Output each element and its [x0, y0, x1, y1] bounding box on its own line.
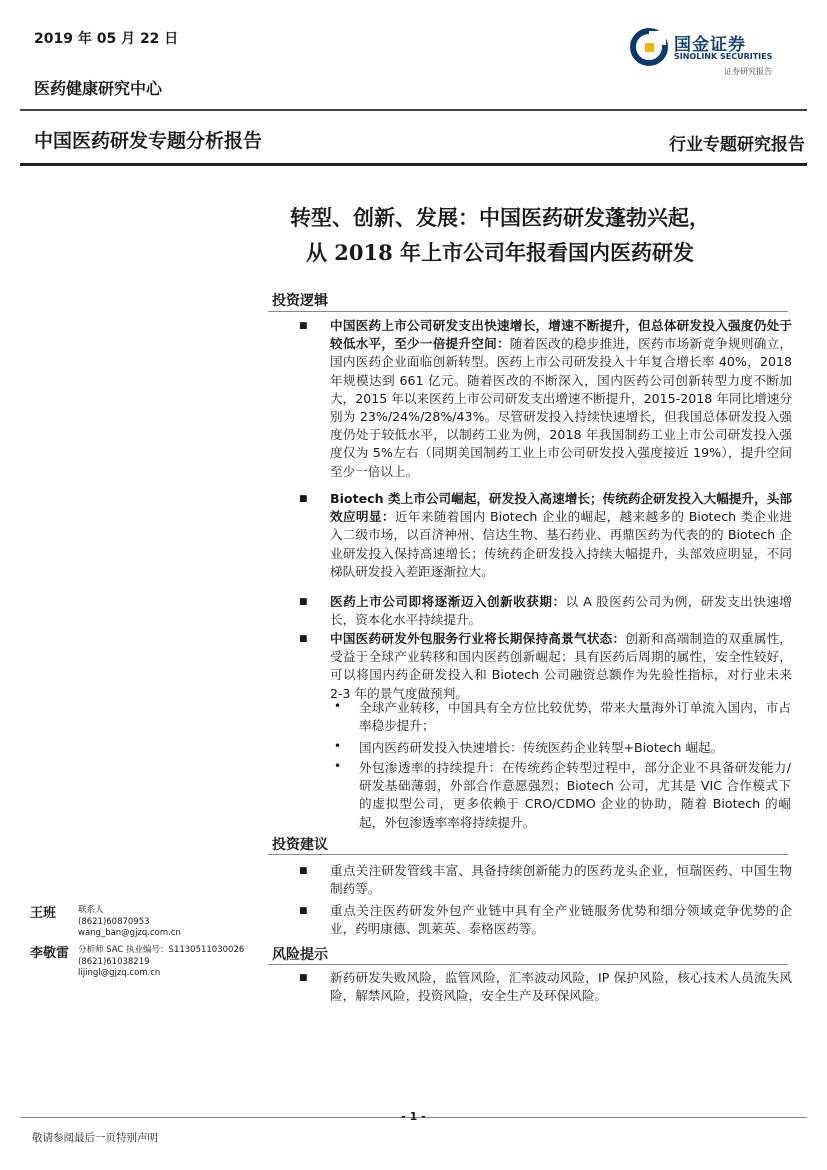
bullet-icon: ■ [299, 866, 308, 876]
advice-item-2: 重点关注医药研发外包产业链中具有全产业链服务优势和细分领域竞争优势的企业，药明康德、凯莱英、泰格医药等。 [330, 903, 792, 937]
logic-item-3: 医药上市公司即将逐渐迈入创新收获期：以 A 股医药公司为例，研发支出快速增长，资本化水平持续提升。 [330, 594, 793, 628]
header-divider [20, 109, 807, 111]
logic-item-4: 中国医药研发外包服务行业将长期保持高景气状态：创新和高端制造的双重属性，受益于全球产业转移和国内医药创新崛起；具有医药后周期的属性，安全性较好，可以将国内药企研发投入和 Biotech 公司融资总额作为先验性指标，对行业未来 2-3 年的景气度做预判。 [330, 631, 793, 701]
section-divider [268, 311, 788, 312]
logic-item-1: 中国医药上市公司研发支出快速增长，增速不断提升，但总体研发投入强度仍处于较低水平，至少一倍提升空间：随着医改的稳步推进，医药市场新竞争规则确立，国内医药企业面临创新转型。医药上市公司研发投入十年复合增长率 40%，2018 年规模达到 661 亿元。随着医改的不断深入，国内医药公司创新转型力度不断加大，2015 年以来医药上市公司研发支出增速不断提升，2015-2018 年同比增速分别为 23%/24%/28%/43%。尽管研发投入持续快速增长，但我国总体研发投入强度仍处于较低水平，以制药工业为例，2018 年我国制药工业上市公司研发投入强度仅为 5%左右（同期美国制药工业上市公司研发投入强度接近 19%），提升空间至少一倍以上。 [330, 318, 793, 479]
author-email[interactable]: lijingl@gjzq.com.cn [78, 968, 161, 978]
section-heading-logic: 投资逻辑 [272, 293, 328, 309]
logic-subitem-3: 外包渗透率的持续提升：在传统药企转型过程中，部分企业不具备研发能力/研发基础薄弱，外部合作意愿强烈；Biotech 公司，尤其是 VIC 合作模式下的虚拟型公司，更多依赖于 CRO/CDMO 企业的协助，随着 Biotech 的崛起，外包渗透率率将持续提升。 [359, 760, 791, 830]
logo-subtitle: 证券研究报告 [724, 67, 772, 76]
author-info [78, 945, 244, 980]
section-heading-advice: 投资建议 [272, 837, 328, 853]
logic-item-2: Biotech 类上市公司崛起，研发投入高速增长；传统药企研发投入大幅提升，头部效应明显：近年来随着国内 Biotech 企业的崛起，越来越多的 Biotech 类企业进入二级市场，以百济神州、信达生物、基石药业、再鼎医药为代表的的 Biotech 企业研发投入保持高速增长；传统药企研发投入持续大幅提升，头部效应明显，不同梯队研发投入差距逐渐拉大。 [330, 491, 793, 579]
sub-bullet-icon: • [334, 739, 342, 753]
author-phone: (8621)61038219 [78, 956, 150, 967]
bullet-icon: ■ [299, 597, 308, 607]
research-center: 医药健康研究中心 [34, 79, 163, 98]
logo-mark-icon [630, 28, 668, 66]
author-email[interactable]: wang_ban@gjzq.com.cn [78, 928, 181, 938]
logic-subitem-2: 国内医药研发投入快速增长：传统医药企业转型+Biotech 崛起。 [359, 740, 724, 755]
bullet-icon: ■ [299, 906, 308, 916]
section-divider [268, 964, 788, 965]
sub-bullet-icon: • [334, 699, 342, 713]
author-info [78, 905, 181, 940]
bullet-icon: ■ [299, 973, 308, 983]
bullet-icon: ■ [299, 321, 308, 331]
advice-item-1: 重点关注研发管线丰富、具备持续创新能力的医药龙头企业，恒瑞医药、中国生物制药等。 [330, 863, 792, 897]
logo-name: 国金证券 [674, 35, 746, 55]
author-phone: (8621)60870953 [78, 916, 150, 927]
disclaimer: 敬请参阅最后一页特别声明 [32, 1132, 158, 1144]
sub-bullet-icon: • [334, 759, 342, 773]
headline-line1: 转型、创新、发展：中国医药研发蓬勃兴起， [290, 205, 710, 230]
author-role: 分析师 SAC 执业编号：S1130511030026 [78, 945, 245, 955]
section-divider [268, 854, 788, 855]
author-role: 联系人 [78, 905, 104, 915]
author-name: 王班 [30, 906, 57, 921]
logic-subitem-1: 全球产业转移，中国具有全方位比较优势，带来大量海外订单流入国内，市占率稳步提升； [359, 700, 791, 734]
bullet-icon: ■ [299, 494, 308, 504]
bullet-icon: ■ [299, 634, 308, 644]
report-date: 2019 年 05 月 22 日 [34, 31, 179, 47]
report-title: 中国医药研发专题分析报告 [34, 130, 263, 152]
company-logo [630, 24, 805, 82]
section-heading-risk: 风险提示 [272, 947, 328, 963]
logo-english: SINOLINK SECURITIES [674, 52, 773, 61]
header-divider-thick [20, 163, 807, 166]
report-type: 行业专题研究报告 [669, 135, 805, 155]
headline-line2: 从 2018 年上市公司年报看国内医药研发 [305, 240, 695, 265]
author-name: 李敬雷 [30, 946, 70, 961]
page-number: - 1 - [401, 1110, 426, 1123]
risk-item-1: 新药研发失败风险，监管风险，汇率波动风险，IP 保护风险，核心技术人员流失风险，解禁风险，投资风险，安全生产及环保风险。 [330, 970, 792, 1004]
